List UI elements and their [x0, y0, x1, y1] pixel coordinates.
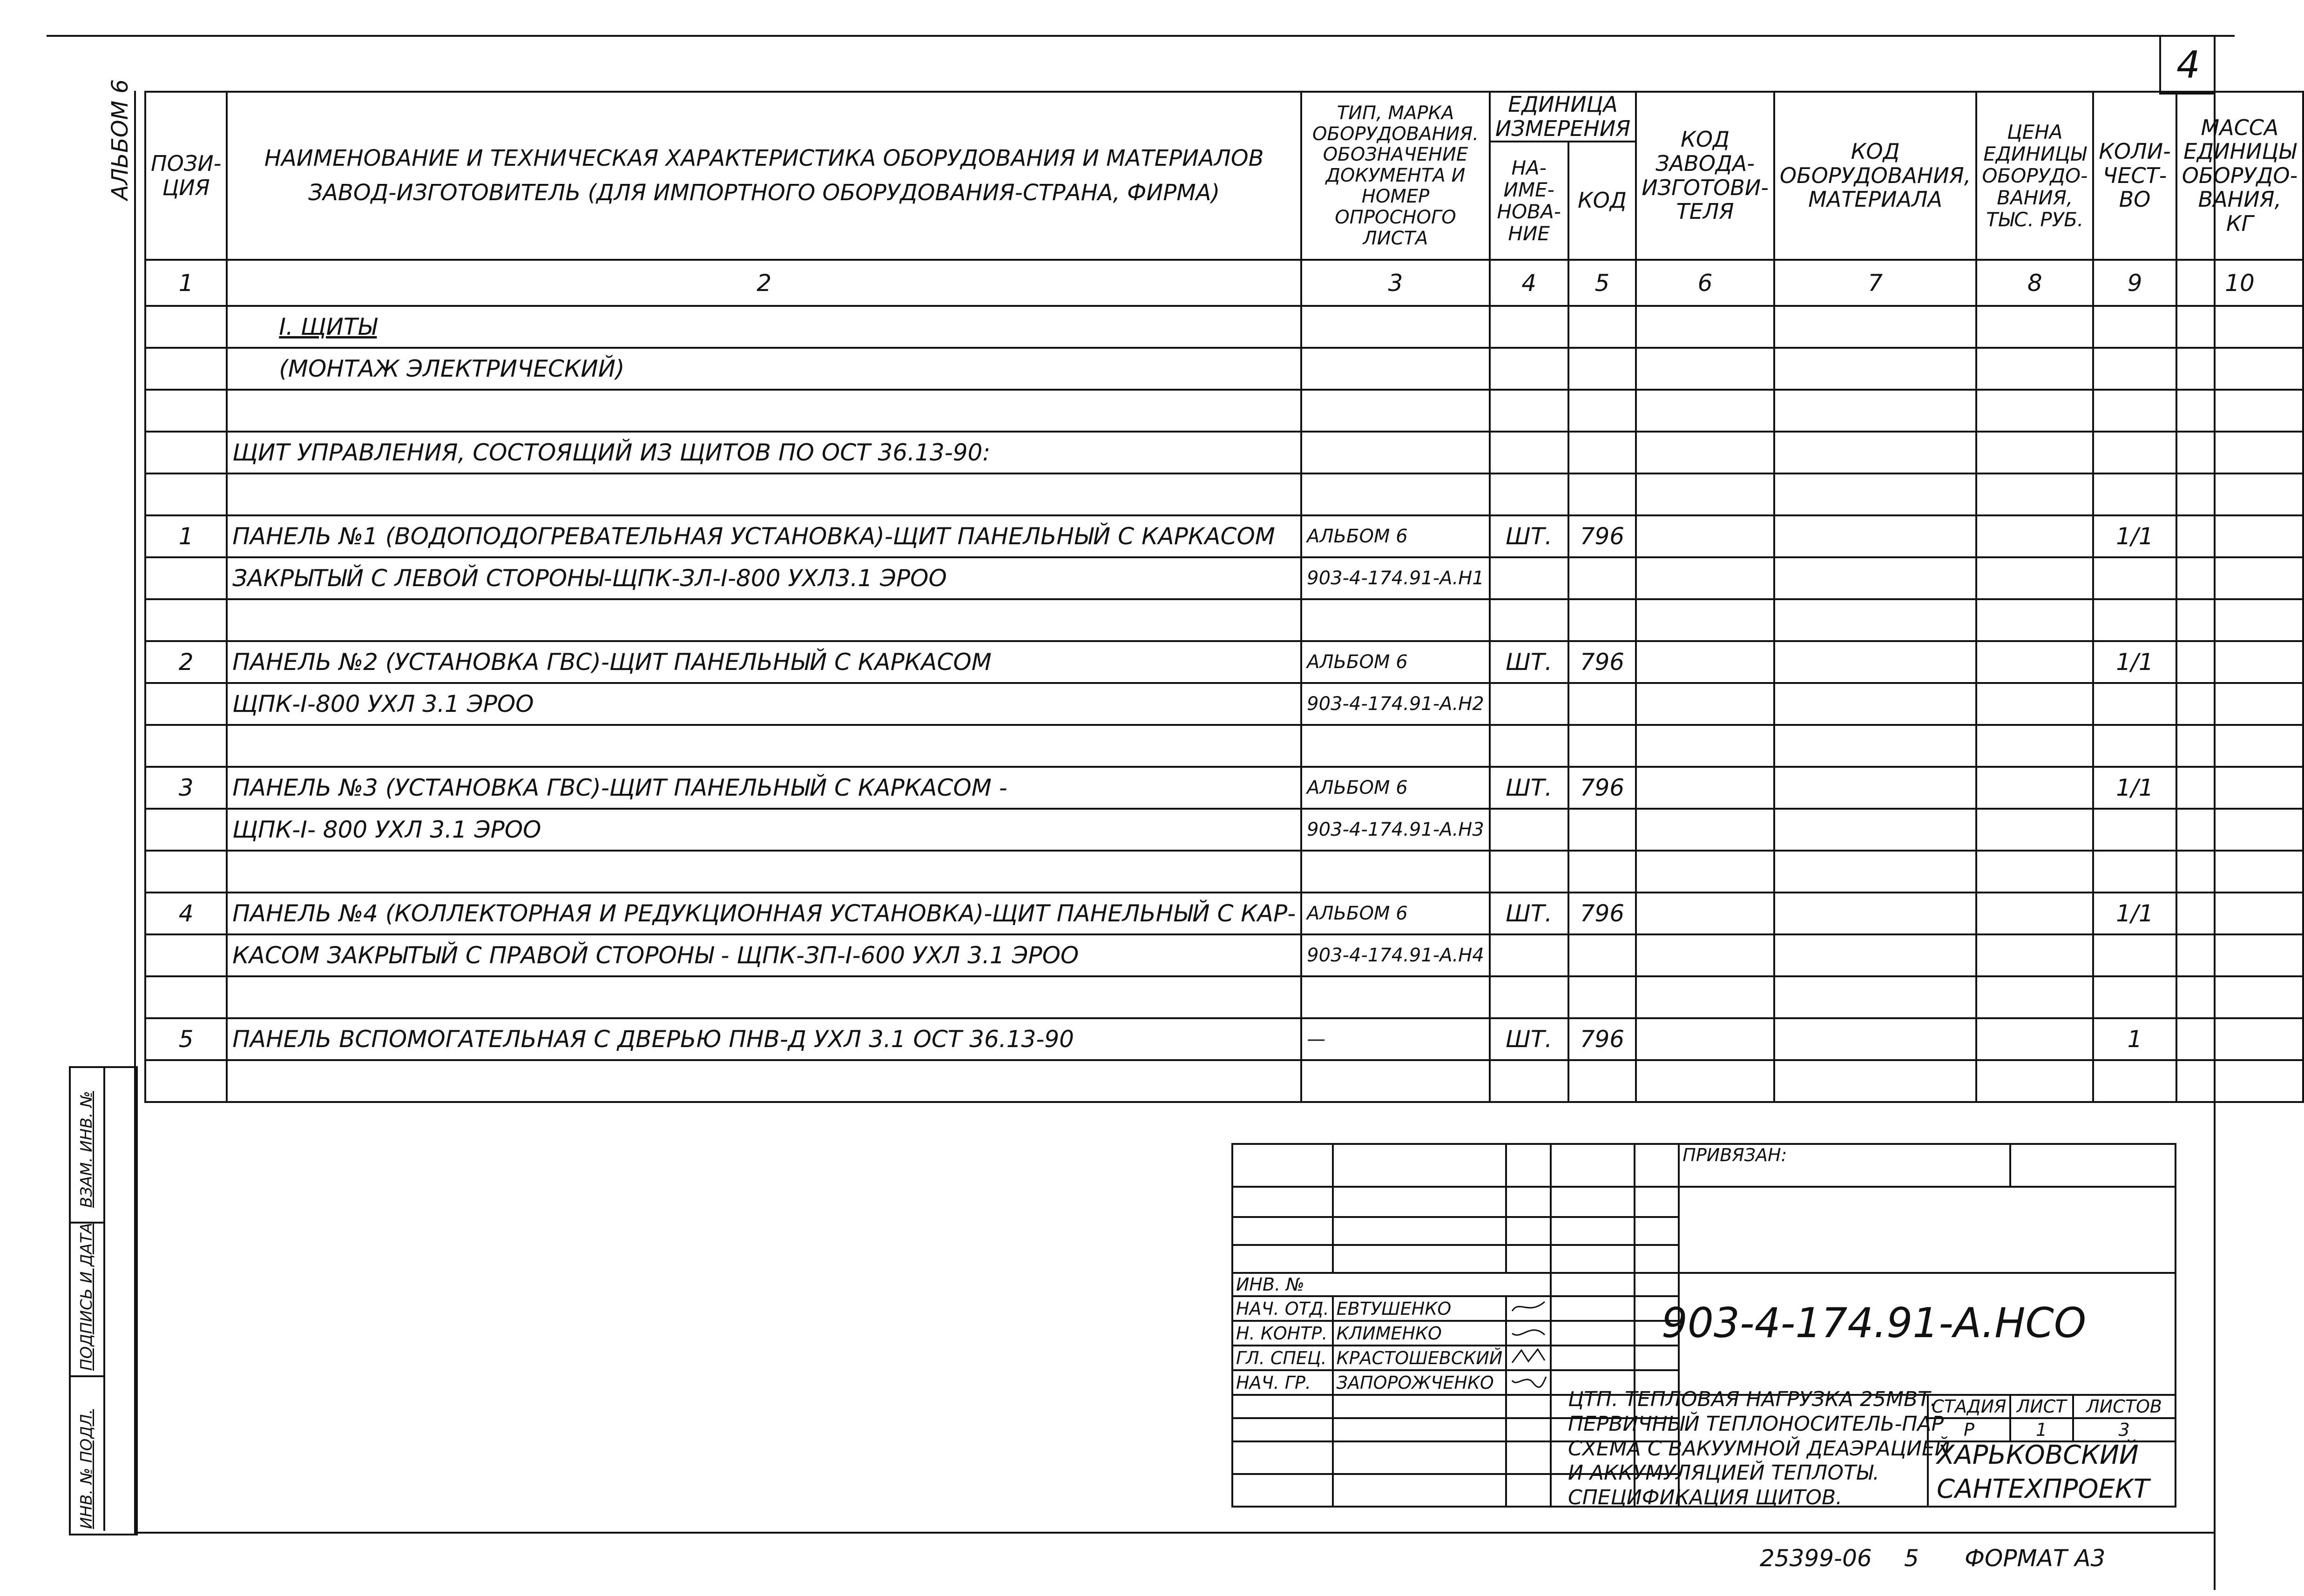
row-quantity: 1/1 — [2093, 641, 2176, 683]
row-plant-code — [1636, 809, 1774, 851]
sheet-value: 1 — [2010, 1418, 2073, 1441]
row-quantity: 1/1 — [2093, 767, 2176, 809]
row-equipment-code — [1774, 515, 1976, 557]
table-row — [145, 390, 2303, 432]
row-name: ЩИТ УПРАВЛЕНИЯ, СОСТОЯЩИЙ ИЗ ЩИТОВ ПО ОСТ 36.13-90: — [227, 432, 1301, 473]
row-equipment-code — [1774, 1060, 1976, 1102]
row-price — [1976, 432, 2093, 473]
row-position — [145, 432, 227, 473]
stamp-role-2: Н. КОНТР. — [1232, 1321, 1333, 1346]
col-number-2: 2 — [227, 260, 1301, 306]
header-name-line2: ЗАВОД-ИЗГОТОВИТЕЛЬ (ДЛЯ ИМПОРТНОГО ОБОРУДОВАНИЯ-СТРАНА, ФИРМА) — [308, 179, 1220, 206]
description-line-2: ПЕРВИЧНЫЙ ТЕПЛОНОСИТЕЛЬ-ПАР — [1568, 1412, 1944, 1436]
row-unit — [1490, 851, 1568, 893]
row-unit-code — [1568, 934, 1636, 976]
stamp-name-4: ЗАПОРОЖЧЕНКО — [1333, 1370, 1507, 1395]
sidebar-label-signature-date: ПОДПИСЬ И ДАТА — [77, 1223, 96, 1371]
inventory-number-label: ИНВ. № — [1232, 1273, 1551, 1296]
signature-2 — [1506, 1321, 1551, 1346]
sheets-value: 3 — [2073, 1418, 2176, 1441]
row-unit-code — [1568, 851, 1636, 893]
row-price — [1976, 893, 2093, 934]
description-line-1: ЦТП. ТЕПЛОВАЯ НАГРУЗКА 25МВТ. — [1568, 1387, 1937, 1411]
table-row — [145, 473, 2303, 515]
signature-1-icon — [1510, 1297, 1547, 1316]
row-price — [1976, 390, 2093, 432]
row-price — [1976, 976, 2093, 1018]
row-plant-code — [1636, 390, 1774, 432]
row-unit-code — [1568, 1060, 1636, 1102]
row-mass — [2176, 599, 2303, 641]
header-quantity: КОЛИ- ЧЕСТ- ВО — [2093, 92, 2176, 260]
row-price — [1976, 934, 2093, 976]
row-unit-code — [1568, 809, 1636, 851]
description-line-3: СХЕМА С ВАКУУМНОЙ ДЕАЭРАЦИЕЙ — [1568, 1436, 1950, 1461]
row-name — [227, 976, 1301, 1018]
row-position — [145, 306, 227, 348]
row-name — [227, 725, 1301, 767]
left-sidebar-stamp — [69, 1066, 138, 1535]
row-plant-code — [1636, 348, 1774, 390]
header-position: ПОЗИ- ЦИЯ — [145, 92, 227, 260]
row-quantity — [2093, 809, 2176, 851]
row-document — [1301, 306, 1490, 348]
row-mass — [2176, 976, 2303, 1018]
row-unit — [1490, 599, 1568, 641]
row-document: АЛЬБОМ 6 — [1301, 893, 1490, 934]
row-document: 903-4-174.91-А.Н1 — [1301, 557, 1490, 599]
row-unit-code — [1568, 473, 1636, 515]
row-unit-code: 796 — [1568, 1018, 1636, 1060]
row-mass — [2176, 851, 2303, 893]
row-position — [145, 473, 227, 515]
table-row — [145, 306, 2303, 348]
header-mass: МАССА ЕДИНИЦЫ ОБОРУДО- ВАНИЯ, КГ — [2176, 92, 2303, 260]
row-plant-code — [1636, 1018, 1774, 1060]
header-equipment-code: КОД ОБОРУДОВАНИЯ, МАТЕРИАЛА — [1774, 92, 1976, 260]
row-position — [145, 557, 227, 599]
row-name: ПАНЕЛЬ №1 (ВОДОПОДОГРЕВАТЕЛЬНАЯ УСТАНОВКА)-ЩИТ ПАНЕЛЬНЫЙ С КАРКАСОМ — [227, 515, 1301, 557]
row-equipment-code — [1774, 1018, 1976, 1060]
row-unit — [1490, 473, 1568, 515]
row-equipment-code — [1774, 683, 1976, 725]
header-row — [145, 92, 2303, 142]
row-plant-code — [1636, 934, 1774, 976]
row-equipment-code — [1774, 306, 1976, 348]
col-number-1: 1 — [145, 260, 227, 306]
row-price — [1976, 515, 2093, 557]
row-quantity — [2093, 306, 2176, 348]
sidebar-label-inv-podl: ИНВ. № ПОДЛ. — [77, 1409, 96, 1529]
stamp-name-1: ЕВТУШЕНКО — [1333, 1296, 1507, 1321]
row-name: ЩПК-I- 800 УХЛ 3.1 ЭРОО — [227, 809, 1301, 851]
row-quantity — [2093, 599, 2176, 641]
specification-body — [145, 306, 2303, 1102]
row-document: АЛЬБОМ 6 — [1301, 767, 1490, 809]
header-price: ЦЕНА ЕДИНИЦЫ ОБОРУДО- ВАНИЯ, ТЫС. РУБ. — [1976, 92, 2093, 260]
description-line-5: СПЕЦИФИКАЦИЯ ЩИТОВ. — [1568, 1486, 1843, 1510]
col-number-3: 3 — [1301, 260, 1490, 306]
row-equipment-code — [1774, 893, 1976, 934]
row-mass — [2176, 390, 2303, 432]
header-unit-code: КОД — [1568, 142, 1636, 260]
row-document: 903-4-174.91-А.Н4 — [1301, 934, 1490, 976]
album-side-label: АЛЬБОМ 6 — [107, 79, 133, 200]
row-plant-code — [1636, 851, 1774, 893]
header-plant-code: КОД ЗАВОДА- ИЗГОТОВИ- ТЕЛЯ — [1636, 92, 1774, 260]
row-name: ЩПК-I-800 УХЛ 3.1 ЭРОО — [227, 683, 1301, 725]
row-mass — [2176, 725, 2303, 767]
row-position — [145, 851, 227, 893]
row-document: — — [1301, 1018, 1490, 1060]
row-plant-code — [1636, 557, 1774, 599]
row-unit: ШТ. — [1490, 1018, 1568, 1060]
table-row — [145, 557, 2303, 599]
paper-format: ФОРМАТ А3 — [1965, 1545, 2106, 1572]
row-unit — [1490, 934, 1568, 976]
row-unit — [1490, 683, 1568, 725]
row-equipment-code — [1774, 767, 1976, 809]
document-description — [1568, 1387, 1950, 1510]
row-name: ПАНЕЛЬ №3 (УСТАНОВКА ГВС)-ЩИТ ПАНЕЛЬНЫЙ С КАРКАСОМ - — [227, 767, 1301, 809]
stamp-role-3: ГЛ. СПЕЦ. — [1232, 1346, 1333, 1370]
row-quantity — [2093, 473, 2176, 515]
row-name — [227, 599, 1301, 641]
table-row — [145, 1018, 2303, 1060]
row-name — [227, 1060, 1301, 1102]
col-number-7: 7 — [1774, 260, 1976, 306]
row-plant-code — [1636, 725, 1774, 767]
row-unit-code — [1568, 599, 1636, 641]
row-mass — [2176, 641, 2303, 683]
row-plant-code — [1636, 599, 1774, 641]
row-mass — [2176, 557, 2303, 599]
row-unit-code: 796 — [1568, 641, 1636, 683]
row-position — [145, 599, 227, 641]
header-unit: ЕДИНИЦА ИЗМЕРЕНИЯ — [1490, 92, 1636, 142]
sheet-number: 4 — [2159, 37, 2216, 95]
col-number-8: 8 — [1976, 260, 2093, 306]
row-plant-code — [1636, 515, 1774, 557]
organization-line-1: ХАРЬКОВСКИЙ — [1937, 1440, 2139, 1470]
top-border-line — [47, 35, 2235, 37]
row-unit — [1490, 348, 1568, 390]
row-position — [145, 976, 227, 1018]
table-row — [145, 348, 2303, 390]
row-unit: ШТ. — [1490, 515, 1568, 557]
row-quantity: 1/1 — [2093, 515, 2176, 557]
row-document: 903-4-174.91-А.Н2 — [1301, 683, 1490, 725]
row-document — [1301, 1060, 1490, 1102]
row-plant-code — [1636, 683, 1774, 725]
row-plant-code — [1636, 473, 1774, 515]
row-position — [145, 683, 227, 725]
row-quantity — [2093, 683, 2176, 725]
sheet-label: ЛИСТ — [2010, 1395, 2073, 1418]
row-unit-code — [1568, 725, 1636, 767]
row-equipment-code — [1774, 976, 1976, 1018]
row-name: ПАНЕЛЬ ВСПОМОГАТЕЛЬНАЯ С ДВЕРЬЮ ПНВ-Д УХЛ 3.1 ОСТ 36.13-90 — [227, 1018, 1301, 1060]
row-price — [1976, 599, 2093, 641]
col-number-4: 4 — [1490, 260, 1568, 306]
row-unit-code — [1568, 306, 1636, 348]
row-name: ПАНЕЛЬ №4 (КОЛЛЕКТОРНАЯ И РЕДУКЦИОННАЯ УСТАНОВКА)-ЩИТ ПАНЕЛЬНЫЙ С КАР- — [227, 893, 1301, 934]
row-position — [145, 348, 227, 390]
signature-3-icon — [1510, 1346, 1547, 1365]
row-unit — [1490, 725, 1568, 767]
row-quantity: 1/1 — [2093, 893, 2176, 934]
row-plant-code — [1636, 1060, 1774, 1102]
row-price — [1976, 725, 2093, 767]
row-name: КАСОМ ЗАКРЫТЫЙ С ПРАВОЙ СТОРОНЫ - ЩПК-ЗП-I-600 УХЛ 3.1 ЭРОО — [227, 934, 1301, 976]
row-unit — [1490, 432, 1568, 473]
header-name — [227, 92, 1301, 260]
specification-table — [144, 91, 2304, 1103]
row-document — [1301, 348, 1490, 390]
row-mass — [2176, 348, 2303, 390]
row-unit-code: 796 — [1568, 893, 1636, 934]
row-equipment-code — [1774, 851, 1976, 893]
row-document — [1301, 725, 1490, 767]
row-document — [1301, 976, 1490, 1018]
row-unit — [1490, 557, 1568, 599]
row-price — [1976, 767, 2093, 809]
signature-2-icon — [1510, 1322, 1547, 1340]
row-position: 3 — [145, 767, 227, 809]
row-price — [1976, 1018, 2093, 1060]
row-position: 2 — [145, 641, 227, 683]
stage-label: СТАДИЯ — [1928, 1395, 2010, 1418]
table-row — [145, 432, 2303, 473]
row-name — [227, 473, 1301, 515]
row-document — [1301, 851, 1490, 893]
signature-1 — [1506, 1296, 1551, 1321]
table-row — [145, 851, 2303, 893]
row-mass — [2176, 306, 2303, 348]
row-quantity — [2093, 1060, 2176, 1102]
row-position — [145, 809, 227, 851]
stage-value: Р — [1928, 1418, 2010, 1441]
sidebar-label-vzam-inv: ВЗАМ. ИНВ. № — [77, 1091, 96, 1208]
row-price — [1976, 473, 2093, 515]
row-equipment-code — [1774, 599, 1976, 641]
stamp-role-1: НАЧ. ОТД. — [1232, 1296, 1333, 1321]
signature-3 — [1506, 1346, 1551, 1370]
row-plant-code — [1636, 306, 1774, 348]
table-row — [145, 809, 2303, 851]
page-number: 5 — [1904, 1545, 1919, 1572]
archive-number: 25399-06 — [1760, 1545, 1872, 1572]
row-unit: ШТ. — [1490, 641, 1568, 683]
row-price — [1976, 348, 2093, 390]
row-name: ЗАКРЫТЫЙ С ЛЕВОЙ СТОРОНЫ-ЩПК-ЗЛ-I-800 УХЛ3.1 ЭРОО — [227, 557, 1301, 599]
row-quantity — [2093, 725, 2176, 767]
row-mass — [2176, 473, 2303, 515]
row-mass — [2176, 1060, 2303, 1102]
row-position — [145, 1060, 227, 1102]
sheets-label: ЛИСТОВ — [2073, 1395, 2176, 1418]
row-unit-code — [1568, 557, 1636, 599]
row-equipment-code — [1774, 557, 1976, 599]
row-name: (МОНТАЖ ЭЛЕКТРИЧЕСКИЙ) — [227, 348, 1301, 390]
row-plant-code — [1636, 432, 1774, 473]
row-equipment-code — [1774, 641, 1976, 683]
row-quantity — [2093, 934, 2176, 976]
row-price — [1976, 809, 2093, 851]
row-plant-code — [1636, 641, 1774, 683]
row-unit-code: 796 — [1568, 767, 1636, 809]
row-mass — [2176, 934, 2303, 976]
row-unit — [1490, 809, 1568, 851]
row-unit-code — [1568, 683, 1636, 725]
row-unit — [1490, 976, 1568, 1018]
col-number-5: 5 — [1568, 260, 1636, 306]
organization — [1937, 1439, 2179, 1507]
table-row — [145, 767, 2303, 809]
row-document — [1301, 473, 1490, 515]
row-quantity — [2093, 390, 2176, 432]
row-plant-code — [1636, 893, 1774, 934]
signature-4-icon — [1510, 1371, 1547, 1390]
row-name: ПАНЕЛЬ №2 (УСТАНОВКА ГВС)-ЩИТ ПАНЕЛЬНЫЙ С КАРКАСОМ — [227, 641, 1301, 683]
row-quantity — [2093, 976, 2176, 1018]
row-unit-code — [1568, 976, 1636, 1018]
col-number-6: 6 — [1636, 260, 1774, 306]
column-numbers-row — [145, 260, 2303, 306]
table-row — [145, 641, 2303, 683]
row-document — [1301, 599, 1490, 641]
row-unit — [1490, 390, 1568, 432]
row-mass — [2176, 515, 2303, 557]
row-position — [145, 934, 227, 976]
table-row — [145, 683, 2303, 725]
row-price — [1976, 306, 2093, 348]
row-unit: ШТ. — [1490, 767, 1568, 809]
row-quantity — [2093, 851, 2176, 893]
row-plant-code — [1636, 976, 1774, 1018]
row-unit-code: 796 — [1568, 515, 1636, 557]
row-equipment-code — [1774, 390, 1976, 432]
organization-line-2: САНТЕХПРОЕКТ — [1937, 1474, 2149, 1504]
row-mass — [2176, 432, 2303, 473]
stamp-role-4: НАЧ. ГР. — [1232, 1370, 1333, 1395]
row-equipment-code — [1774, 348, 1976, 390]
stamp-name-2: КЛИМЕНКО — [1333, 1321, 1507, 1346]
row-unit-code — [1568, 432, 1636, 473]
row-equipment-code — [1774, 432, 1976, 473]
table-row — [145, 893, 2303, 934]
table-row — [145, 934, 2303, 976]
header-name-line1: НАИМЕНОВАНИЕ И ТЕХНИЧЕСКАЯ ХАРАКТЕРИСТИКА ОБОРУДОВАНИЯ И МАТЕРИАЛОВ — [264, 145, 1264, 171]
row-name: I. ЩИТЫ — [227, 306, 1301, 348]
row-unit — [1490, 1060, 1568, 1102]
description-line-4: И АККУМУЛЯЦИЕЙ ТЕПЛОТЫ. — [1568, 1461, 1879, 1485]
table-row — [145, 725, 2303, 767]
signature-4 — [1506, 1370, 1551, 1395]
row-unit — [1490, 306, 1568, 348]
row-unit-code — [1568, 348, 1636, 390]
row-price — [1976, 683, 2093, 725]
row-quantity — [2093, 432, 2176, 473]
table-row — [145, 599, 2303, 641]
row-mass — [2176, 893, 2303, 934]
table-row — [145, 976, 2303, 1018]
bound-label: ПРИВЯЗАН: — [1679, 1144, 2010, 1187]
document-code: 903-4-174.91-А.НСО — [1661, 1299, 2087, 1347]
row-position — [145, 390, 227, 432]
row-mass — [2176, 683, 2303, 725]
row-name — [227, 851, 1301, 893]
row-mass — [2176, 1018, 2303, 1060]
row-price — [1976, 851, 2093, 893]
row-quantity — [2093, 348, 2176, 390]
header-type: ТИП, МАРКА ОБОРУДОВАНИЯ. ОБОЗНАЧЕНИЕ ДОКУМЕНТА И НОМЕР ОПРОСНОГО ЛИСТА — [1301, 92, 1490, 260]
header-unit-name: НА- ИМЕ- НОВА- НИЕ — [1490, 142, 1568, 260]
row-mass — [2176, 809, 2303, 851]
row-position — [145, 725, 227, 767]
row-equipment-code — [1774, 725, 1976, 767]
row-mass — [2176, 767, 2303, 809]
stamp-name-3: КРАСТОШЕВСКИЙ — [1333, 1346, 1507, 1370]
row-price — [1976, 641, 2093, 683]
row-position: 4 — [145, 893, 227, 934]
row-quantity — [2093, 557, 2176, 599]
row-unit-code — [1568, 390, 1636, 432]
col-number-10: 10 — [2176, 260, 2303, 306]
table-row — [145, 1060, 2303, 1102]
row-plant-code — [1636, 767, 1774, 809]
row-unit: ШТ. — [1490, 893, 1568, 934]
row-document — [1301, 390, 1490, 432]
row-equipment-code — [1774, 809, 1976, 851]
row-price — [1976, 1060, 2093, 1102]
row-document: АЛЬБОМ 6 — [1301, 641, 1490, 683]
row-document: 903-4-174.91-А.Н3 — [1301, 809, 1490, 851]
table-row — [145, 515, 2303, 557]
row-equipment-code — [1774, 934, 1976, 976]
row-document: АЛЬБОМ 6 — [1301, 515, 1490, 557]
col-number-9: 9 — [2093, 260, 2176, 306]
row-equipment-code — [1774, 473, 1976, 515]
row-position: 1 — [145, 515, 227, 557]
row-document — [1301, 432, 1490, 473]
row-position: 5 — [145, 1018, 227, 1060]
row-quantity: 1 — [2093, 1018, 2176, 1060]
row-price — [1976, 557, 2093, 599]
row-name — [227, 390, 1301, 432]
